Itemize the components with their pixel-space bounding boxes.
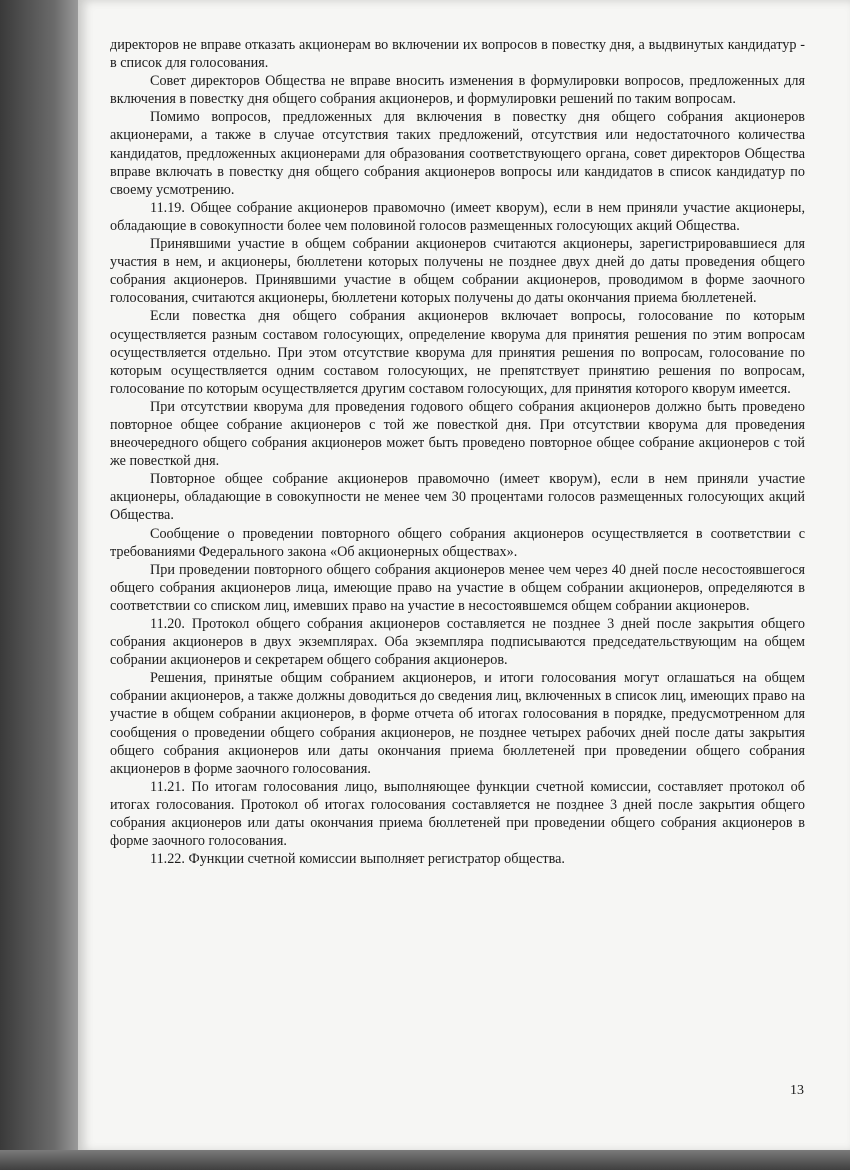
paragraph: При отсутствии кворума для проведения годового общего собрания акционеров должно быть проведено повторное общее собрание акционеров с той же повесткой дня. При отсутствии кворума для проведения внеочередного общего собрания акционеров может быть проведено повторное общее собрание акционеров с той же повесткой дня. bbox=[110, 398, 805, 470]
paragraph: Решения, принятые общим собранием акционеров, и итоги голосования могут оглашаться на общем собрании акционеров, а также должны доводиться до сведения лиц, включенных в список лиц, имеющих право на участие в общем собрании акционеров, в форме отчета об итогах голосования в порядке, предусмотренном для сообщения о проведении общего собрания акционеров, не позднее четырех рабочих дней после даты закрытия общего собрания акционеров или даты окончания приема бюллетеней при проведении общего собрания акционеров в форме заочного голосования. bbox=[110, 670, 805, 777]
paragraph: Повторное общее собрание акционеров правомочно (имеет кворум), если в нем приняли участие акционеры, обладающие в совокупности не менее чем 30 процентами голосов размещенных голосующих акций Общества. bbox=[110, 471, 805, 524]
paragraph: Принявшими участие в общем собрании акционеров считаются акционеры, зарегистрировавшиеся для участия в нем, и акционеры, бюллетени которых получены не позднее двух дней до даты проведения общего собрания акционеров. Принявшими участие в общем собрании акционеров, проводимом в форме заочного голосования, считаются акционеры, бюллетени которых получены до даты окончания приема бюллетеней. bbox=[110, 236, 805, 307]
document-page bbox=[78, 0, 850, 1152]
paragraph: Сообщение о проведении повторного общего собрания акционеров осуществляется в соответствии с требованиями Федерального закона «Об акционерных обществах». bbox=[110, 525, 805, 560]
document-body bbox=[110, 36, 805, 868]
clause-11-21: 11.21. По итогам голосования лицо, выполняющее функции счетной комиссии, составляет протокол об итогах голосования. Протокол об итогах голосования составляется не позднее 3 дней после закрытия общего собрания акционеров или даты окончания приема бюллетеней при проведении общего собрания акционеров в форме заочного голосования. bbox=[110, 778, 805, 850]
clause-11-20: 11.20. Протокол общего собрания акционеров составляется не позднее 3 дней после закрытия общего собрания акционеров в двух экземплярах. Оба экземпляра подписываются председательствующим на общем собрании акционеров и секретарем общего собрания акционеров. bbox=[110, 616, 805, 669]
clause-11-22: 11.22. Функции счетной комиссии выполняет регистратор общества. bbox=[150, 851, 565, 868]
paragraph: Помимо вопросов, предложенных для включения в повестку дня общего собрания акционеров акционерами, а также в случае отсутствия таких предложений, отсутствия или недостаточного количества кандидатов, предложенных акционерами для образования соответствующего органа, совет директоров Общества вправе включать в повестку дня общего собрания акционеров вопросы или кандидатов в список кандидатур по своему усмотрению. bbox=[110, 109, 805, 198]
page-number: 13 bbox=[790, 1083, 804, 1098]
scan-bottom-shadow bbox=[0, 1150, 850, 1170]
paragraph: Если повестка дня общего собрания акционеров включает вопросы, голосование по которым осуществляется разным составом голосующих, определение кворума для принятия решения по этим вопросам осуществляется отдельно. При этом отсутствие кворума для принятия решения по вопросам, голосование по которым осуществляется одним составом голосующих, не препятствует принятию решения по вопросам, голосование по которым осуществляется другим составом голосующих, для принятия которого кворум имеется. bbox=[110, 308, 805, 397]
paragraph: При проведении повторного общего собрания акционеров менее чем через 40 дней после несостоявшегося общего собрания акционеров лица, имеющие право на участие в общем собрании акционеров, определяются в соответствии со списком лиц, имевших право на участие в несостоявшемся общем собрании акционеров. bbox=[110, 561, 805, 614]
paragraph: Совет директоров Общества не вправе вносить изменения в формулировки вопросов, предложенных для включения в повестку дня общего собрания акционеров, и формулировки решений по таким вопросам. bbox=[110, 73, 805, 108]
paragraph-continuation: директоров не вправе отказать акционерам во включении их вопросов в повестку дня, а выдвинутых кандидатур - в список для голосования. bbox=[110, 37, 805, 72]
scan-binding-shadow bbox=[0, 0, 78, 1170]
clause-11-19: 11.19. Общее собрание акционеров правомочно (имеет кворум), если в нем приняли участие акционеры, обладающие в совокупности более чем половиной голосов размещенных голосующих акций Общества. bbox=[110, 199, 805, 234]
